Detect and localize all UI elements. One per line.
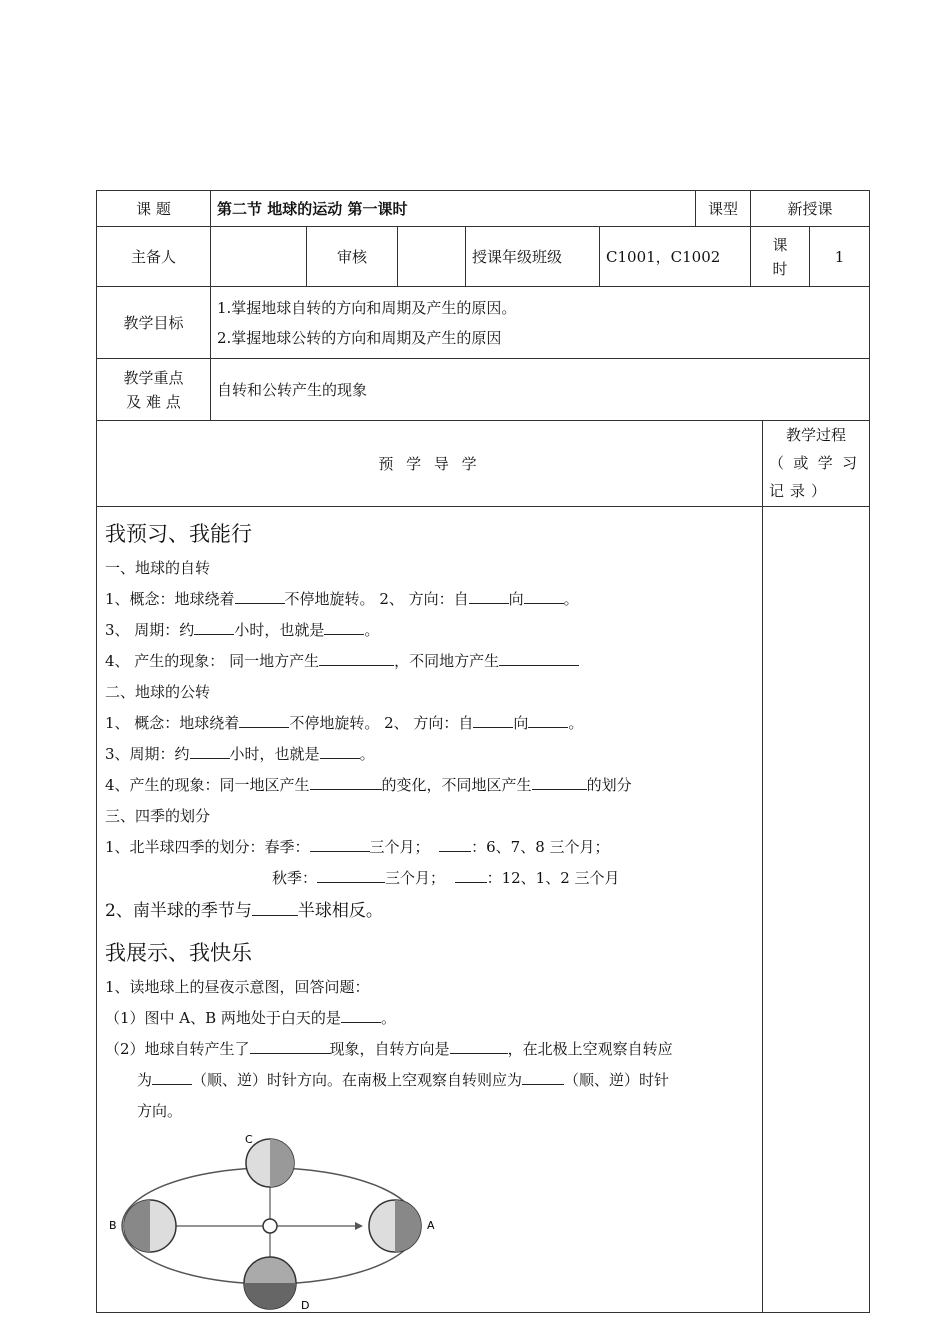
question-line: （2）地球自转产生了 现象，自转方向是 ，在北极上空观察自转应 为 （顺、逆）时针方向。在南极上空观察自转则应为 （顺、逆）时针 方向。 — [105, 1040, 673, 1120]
answer-blank[interactable] — [499, 651, 579, 666]
type-value: 新授课 — [751, 191, 870, 227]
process-label: 教学过程 （或学习记录） — [763, 421, 870, 507]
answer-blank[interactable] — [190, 744, 230, 759]
section-title: 一、地球的自转 — [105, 559, 211, 577]
grade-label: 授课年级班级 — [466, 227, 600, 287]
section-title: 二、地球的公转 — [105, 683, 211, 701]
earth-d-icon — [244, 1257, 296, 1309]
period-label: 课 时 — [751, 227, 810, 287]
earth-orbit-diagram — [105, 1131, 445, 1311]
content-cell — [97, 507, 763, 1313]
answer-blank[interactable] — [152, 1070, 192, 1085]
topic-value: 第二节 地球的运动 第一课时 — [211, 191, 696, 227]
section-title: 三、四季的划分 — [105, 807, 211, 825]
label-c: C — [245, 1133, 253, 1146]
answer-blank[interactable] — [320, 744, 360, 759]
answer-blank[interactable] — [310, 837, 370, 852]
label-b: B — [109, 1219, 117, 1232]
answer-blank[interactable] — [239, 713, 289, 728]
question-line: 1、 概念：地球绕着 不停地旋转。 2、 方向：自 向 。 — [105, 714, 584, 732]
answer-blank[interactable] — [450, 1039, 508, 1054]
question-line: 1、北半球四季的划分：春季： 三个月； ：6、7、8 三个月； — [105, 838, 610, 856]
question-line: 1、概念：地球绕着 不停地旋转。 2、 方向：自 向 。 — [105, 590, 579, 608]
row-focus — [97, 359, 870, 421]
question-intro: 1、读地球上的昼夜示意图，回答问题： — [105, 978, 370, 996]
answer-blank[interactable] — [250, 1039, 330, 1054]
answer-blank[interactable] — [235, 589, 285, 604]
grade-value: C1001，C1002 — [600, 227, 751, 287]
earth-c-icon — [246, 1139, 294, 1187]
focus-label: 教学重点 及 难 点 — [97, 359, 211, 421]
process-notes-cell[interactable] — [763, 507, 870, 1313]
answer-blank[interactable] — [319, 651, 394, 666]
answer-blank[interactable] — [473, 713, 513, 728]
row-topic — [97, 191, 870, 227]
lesson-plan-table — [96, 190, 870, 1313]
type-label: 课型 — [696, 191, 751, 227]
goal-item: 1.掌握地球自转的方向和周期及产生的原因。 — [217, 298, 517, 317]
question-line: 秋季： 三个月； ：12、1、2 三个月 — [272, 869, 620, 887]
question-line: 4、产生的现象：同一地区产生 的变化，不同地区产生 的划分 — [105, 776, 632, 794]
row-goals — [97, 287, 870, 359]
preview-heading: 我预习、我能行 — [105, 522, 252, 546]
question-line: 3、周期：约 小时，也就是 。 — [105, 745, 375, 763]
answer-blank[interactable] — [532, 775, 587, 790]
answer-blank[interactable] — [522, 1070, 564, 1085]
review-label: 审核 — [307, 227, 398, 287]
label-d: D — [301, 1299, 310, 1311]
goals-list — [211, 287, 870, 359]
author-label: 主备人 — [97, 227, 211, 287]
answer-blank[interactable] — [310, 775, 382, 790]
question-line: （1）图中 A、B 两地处于白天的是 。 — [105, 1009, 396, 1027]
goal-item: 2.掌握地球公转的方向和周期及产生的原因 — [217, 328, 502, 347]
sun-icon — [263, 1219, 277, 1233]
earth-b-icon — [124, 1200, 176, 1252]
topic-label: 课 题 — [97, 191, 211, 227]
focus-value: 自转和公转产生的现象 — [211, 359, 870, 421]
answer-blank[interactable] — [341, 1008, 381, 1023]
row-content — [97, 507, 870, 1313]
row-guide-header — [97, 421, 870, 507]
row-author — [97, 227, 870, 287]
ray-arrow — [355, 1222, 363, 1230]
review-value — [398, 227, 466, 287]
author-value — [211, 227, 307, 287]
answer-blank[interactable] — [528, 713, 568, 728]
answer-blank[interactable] — [524, 589, 564, 604]
goals-label: 教学目标 — [97, 287, 211, 359]
question-line: 3、 周期：约 小时，也就是 。 — [105, 621, 380, 639]
answer-blank[interactable] — [324, 620, 364, 635]
answer-blank[interactable] — [455, 868, 487, 883]
answer-blank[interactable] — [469, 589, 509, 604]
answer-blank[interactable] — [439, 837, 471, 852]
answer-blank[interactable] — [252, 901, 298, 916]
question-line: 2、南半球的季节与 半球相反。 — [105, 901, 383, 921]
showcase-heading: 我展示、我快乐 — [105, 941, 252, 965]
answer-blank[interactable] — [317, 868, 385, 883]
question-line: 4、 产生的现象： 同一地方产生 ，不同地方产生 — [105, 646, 754, 677]
label-a: A — [427, 1219, 435, 1232]
guide-title: 预 学 导 学 — [97, 421, 763, 507]
answer-blank[interactable] — [194, 620, 234, 635]
period-value: 1 — [810, 227, 870, 287]
earth-a-icon — [369, 1200, 421, 1252]
